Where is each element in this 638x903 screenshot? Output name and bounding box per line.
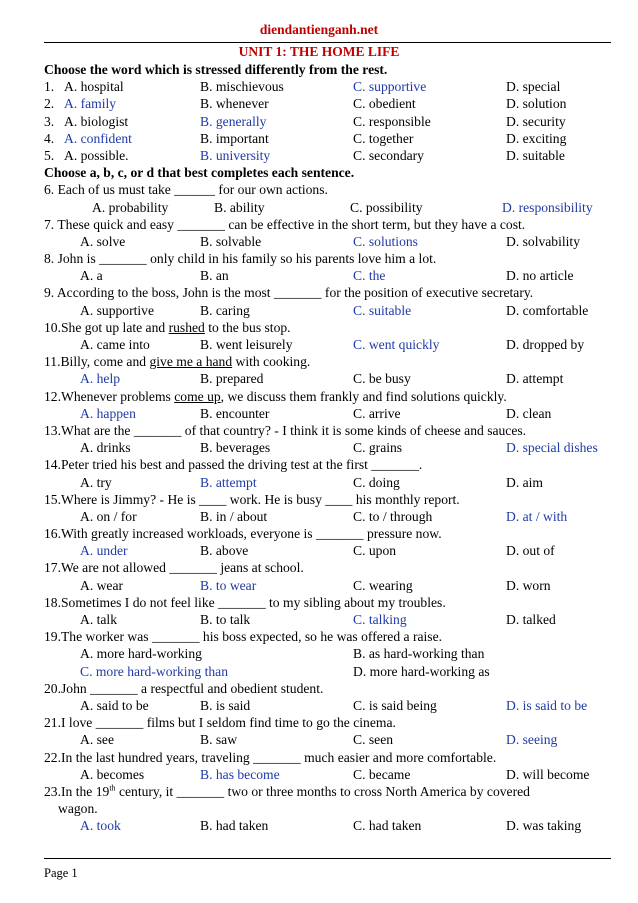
question-text: 9. According to the boss, John is the most _______ for the position of executive secretary. — [44, 285, 534, 301]
question-text: 17.We are not allowed _______ jeans at school. — [44, 560, 304, 576]
question-text: 8. John is _______ only child in his family so his parents love him a lot. — [44, 251, 437, 267]
option-b: B. has become — [200, 766, 280, 782]
option-a: A. becomes — [80, 766, 145, 782]
question-pre: 10.She got up late and — [44, 319, 169, 335]
section1-rows — [44, 78, 614, 164]
option-b: B. as hard-working than — [353, 646, 485, 662]
option-b: B. an — [200, 268, 229, 284]
option-a: A. wear — [80, 577, 124, 593]
option-d: D. will become — [506, 766, 590, 782]
option-d: D. out of — [506, 543, 555, 559]
worksheet-body — [44, 61, 614, 834]
option-c: C. together — [353, 130, 414, 146]
question-post: to the bus stop. — [204, 319, 291, 335]
option-d: D. suitable — [506, 147, 565, 163]
option-d: D. at / with — [506, 508, 568, 524]
question-post: , we discuss them frankly and find solutions quickly. — [220, 388, 507, 404]
question-text: 14.Peter tried his best and passed the driving test at the first _______. — [44, 457, 423, 473]
q23-pre: 23.In the 19 — [44, 783, 110, 799]
question-options — [44, 611, 614, 628]
option-c: C. talking — [353, 612, 407, 627]
question-options — [44, 542, 614, 559]
option-a: A. help — [80, 371, 121, 387]
option-b: B. ability — [214, 199, 265, 215]
question-text: 22.In the last hundred years, traveling _______ much easier and more comfortable. — [44, 749, 497, 765]
option-a: A. hospital — [64, 79, 124, 95]
option-a: A. probability — [92, 199, 169, 215]
option-c: C. to / through — [353, 508, 433, 524]
section2-instruction: Choose a, b, c, or d that best completes each sentence. — [44, 165, 355, 181]
option-a: A. said to be — [80, 697, 149, 713]
option-d: D. security — [506, 113, 566, 129]
question-options — [44, 302, 614, 319]
option-d: D. more hard-working as — [353, 663, 490, 679]
option-a: A. came into — [80, 337, 150, 352]
option-b: B. went leisurely — [200, 337, 293, 352]
question-underlined: give me a hand — [149, 354, 233, 370]
row-number: 2. — [44, 96, 55, 112]
option-d: D. special — [506, 79, 561, 95]
option-d: D. no article — [506, 268, 574, 284]
option-d: D. talked — [506, 612, 556, 627]
question-options — [44, 577, 614, 594]
option-d: D. worn — [506, 577, 551, 593]
unit-title: UNIT 1: THE HOME LIFE — [238, 44, 400, 59]
section2-questions-b — [44, 680, 614, 783]
option-c: C. more hard-working than — [80, 663, 228, 679]
option-c: C. possibility — [350, 199, 423, 215]
stress-row — [44, 130, 614, 147]
question-text: 7. These quick and easy _______ can be effective in the short term, but they have a cost. — [44, 216, 526, 232]
option-b: B. mischievous — [200, 79, 284, 95]
option-a: A. happen — [80, 405, 136, 421]
option-d: D. exciting — [506, 130, 567, 146]
question-underlined: come up — [174, 388, 221, 404]
option-c: C. is said being — [353, 697, 437, 713]
option-a: A. possible. — [64, 147, 129, 163]
option-c: C. upon — [353, 543, 397, 559]
option-d: D. solvability — [506, 233, 581, 249]
option-c: C. grains — [353, 440, 403, 456]
option-a: A. on / for — [80, 508, 137, 524]
option-b: B. above — [200, 543, 249, 559]
question-options — [44, 474, 614, 491]
option-d: D. was taking — [506, 818, 582, 834]
option-c: C. went quickly — [353, 337, 440, 352]
option-c: C. the — [353, 268, 386, 284]
question-19-options-2 — [44, 663, 614, 680]
option-d: D. special dishes — [506, 440, 598, 456]
option-a: A. took — [80, 818, 121, 834]
option-c: C. became — [353, 766, 411, 782]
question-text: 16.With greatly increased workloads, everyone is _______ pressure now. — [44, 526, 442, 542]
question-19: 19.The worker was _______ his boss expected, so he was offered a raise. — [44, 629, 443, 645]
row-number: 1. — [44, 79, 55, 95]
stress-row — [44, 95, 614, 112]
option-d: D. seeing — [506, 732, 558, 748]
option-b: B. solvable — [200, 233, 262, 249]
option-b: B. saw — [200, 732, 238, 748]
stress-row — [44, 78, 614, 95]
option-b: B. had taken — [200, 818, 269, 834]
option-b: B. is said — [200, 697, 251, 713]
option-c: C. responsible — [353, 113, 431, 129]
question-pre: 12.Whenever problems — [44, 388, 175, 404]
option-b: B. to wear — [200, 577, 257, 593]
question-options — [44, 697, 614, 714]
option-c: C. solutions — [353, 233, 418, 249]
question-options — [44, 336, 614, 353]
site-name: diendantienganh.net — [259, 22, 379, 37]
option-a: A. biologist — [64, 113, 129, 129]
question-options — [44, 439, 614, 456]
question-underlined: rushed — [168, 319, 205, 335]
header-rule — [44, 42, 611, 43]
question-options — [44, 766, 614, 783]
option-b: B. encounter — [200, 405, 270, 421]
option-b: B. attempt — [200, 474, 257, 490]
option-a: A. try — [80, 474, 112, 490]
question-23-options — [44, 817, 614, 834]
option-a: A. family — [64, 96, 117, 112]
option-a: A. drinks — [80, 440, 131, 456]
question-options — [44, 199, 614, 216]
page-number: Page 1 — [44, 866, 78, 880]
option-b: B. beverages — [200, 440, 271, 456]
option-a: A. confident — [64, 130, 132, 146]
option-b: B. caring — [200, 302, 250, 318]
option-a: A. a — [80, 268, 103, 284]
question-text — [44, 388, 614, 405]
question-post: with cooking. — [232, 354, 311, 370]
option-b: B. to talk — [200, 612, 251, 627]
question-23 — [44, 783, 614, 800]
question-options — [44, 731, 614, 748]
question-options — [44, 370, 614, 387]
option-a: A. see — [80, 732, 114, 748]
footer-rule — [44, 858, 611, 859]
option-d: D. aim — [506, 474, 543, 490]
option-b: B. important — [200, 130, 269, 146]
stress-row — [44, 147, 614, 164]
option-c: C. doing — [353, 474, 400, 490]
option-a: A. more hard-working — [80, 646, 202, 662]
option-a: A. solve — [80, 233, 126, 249]
q23-cont: wagon. — [58, 801, 98, 817]
option-c: C. had taken — [353, 818, 422, 834]
row-number: 3. — [44, 113, 55, 129]
option-a: A. supportive — [80, 302, 155, 318]
q23-sup: th — [109, 783, 116, 793]
option-c: C. suitable — [353, 302, 412, 318]
question-text: 18.Sometimes I do not feel like _______ to my sibling about my troubles. — [44, 594, 446, 610]
option-d: D. clean — [506, 405, 552, 421]
option-d: D. responsibility — [502, 199, 593, 215]
option-c: C. arrive — [353, 405, 401, 421]
option-c: C. be busy — [353, 371, 411, 387]
option-b: B. in / about — [200, 508, 268, 524]
question-text — [44, 353, 614, 370]
option-c: C. wearing — [353, 577, 413, 593]
section1-instruction: Choose the word which is stressed differently from the rest. — [44, 62, 388, 77]
question-23-continued — [44, 800, 614, 817]
option-a: A. talk — [80, 612, 117, 627]
option-d: D. solution — [506, 96, 567, 112]
question-19-options-1 — [44, 645, 614, 662]
option-d: D. attempt — [506, 371, 564, 387]
option-b: B. university — [200, 147, 271, 163]
question-options — [44, 508, 614, 525]
option-a: A. under — [80, 543, 128, 559]
question-options — [44, 233, 614, 250]
section2-questions-a — [44, 181, 614, 628]
row-number: 5. — [44, 147, 55, 163]
option-b: B. generally — [200, 113, 267, 129]
stress-row — [44, 113, 614, 130]
question-text: 21.I love _______ films but I seldom find time to go the cinema. — [44, 715, 396, 731]
question-options — [44, 267, 614, 284]
question-text: 20.John _______ a respectful and obedient student. — [44, 680, 324, 696]
question-text: 13.What are the _______ of that country? - I think it is some kinds of cheese and sauces. — [44, 422, 527, 438]
option-d: D. comfortable — [506, 302, 589, 318]
option-c: C. supportive — [353, 79, 427, 95]
option-c: C. secondary — [353, 147, 424, 163]
option-b: B. whenever — [200, 96, 269, 112]
option-d: D. is said to be — [506, 697, 588, 713]
option-b: B. prepared — [200, 371, 264, 387]
option-c: C. seen — [353, 732, 394, 748]
row-number: 4. — [44, 130, 55, 146]
question-text: 15.Where is Jimmy? - He is ____ work. He is busy ____ his monthly report. — [44, 491, 460, 507]
question-text — [44, 319, 614, 336]
option-c: C. obedient — [353, 96, 416, 112]
question-options — [44, 405, 614, 422]
question-text: 6. Each of us must take ______ for our own actions. — [44, 182, 328, 198]
q23-post: century, it _______ two or three months to cross North America by covered — [115, 783, 530, 799]
question-pre: 11.Billy, come and — [44, 354, 150, 370]
option-d: D. dropped by — [506, 337, 585, 352]
